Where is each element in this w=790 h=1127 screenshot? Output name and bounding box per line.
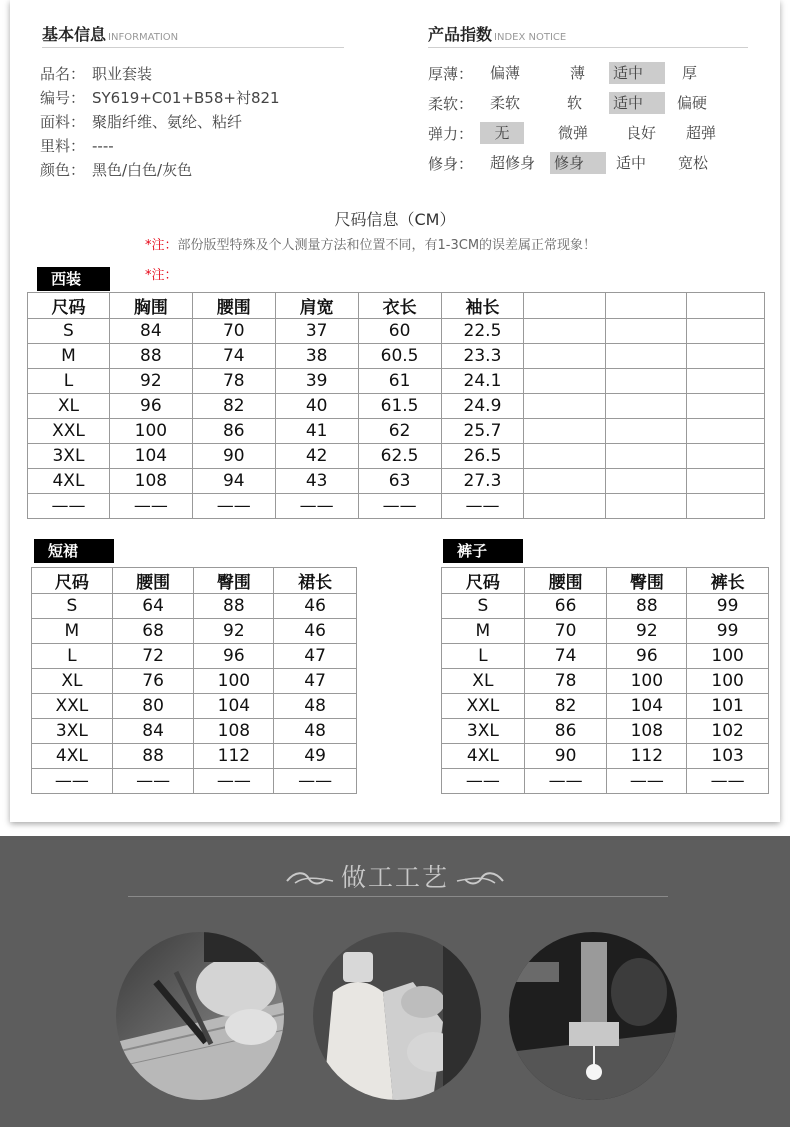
table-cell: 100 xyxy=(109,419,192,444)
table-cell: 86 xyxy=(192,419,275,444)
table-row xyxy=(32,644,357,669)
table-cell: XXL xyxy=(28,419,110,444)
table-cell: XL xyxy=(32,669,113,694)
table-header-cell: 腰围 xyxy=(524,568,607,594)
table-cell: 38 xyxy=(275,344,358,369)
table-row xyxy=(442,769,769,794)
table-cell xyxy=(687,419,765,444)
table-row xyxy=(32,769,357,794)
table-cell: 63 xyxy=(358,469,441,494)
index-row-2 xyxy=(428,122,758,146)
table-cell: 88 xyxy=(607,594,687,619)
table-cell: 61 xyxy=(358,369,441,394)
index-row-3 xyxy=(428,152,758,176)
index-option: 薄 xyxy=(570,64,586,82)
table-cell xyxy=(524,469,606,494)
table-cell: 42 xyxy=(275,444,358,469)
table-cell: 104 xyxy=(194,694,274,719)
left-flourish-icon xyxy=(285,869,335,889)
table-cell: —— xyxy=(194,769,274,794)
index-option: 超修身 xyxy=(490,154,536,172)
table-cell: —— xyxy=(358,494,441,519)
table-cell: 101 xyxy=(687,694,769,719)
basic-info-title: 基本信息 INFORMATION xyxy=(42,25,179,44)
table-header-cell: 袖长 xyxy=(441,293,524,319)
mannequin-fitting-photo xyxy=(313,932,481,1100)
table-cell: 47 xyxy=(274,644,357,669)
table-cell: 70 xyxy=(192,319,275,344)
table-row xyxy=(28,369,765,394)
index-row-label: 修身： xyxy=(428,155,474,173)
table-cell xyxy=(524,444,606,469)
table-row xyxy=(28,444,765,469)
table-cell xyxy=(606,494,687,519)
table-header-cell xyxy=(606,293,687,319)
table-cell: M xyxy=(28,344,110,369)
table-cell: 46 xyxy=(274,594,357,619)
table-row xyxy=(442,719,769,744)
skirt-tag: 短裙 xyxy=(34,539,114,563)
table-cell: 100 xyxy=(194,669,274,694)
table-row xyxy=(442,644,769,669)
index-option: 适中 xyxy=(616,154,647,172)
table-cell: 26.5 xyxy=(441,444,524,469)
table-cell xyxy=(606,419,687,444)
table-cell: —— xyxy=(275,494,358,519)
table-cell: 99 xyxy=(687,619,769,644)
table-row xyxy=(28,419,765,444)
table-cell: 4XL xyxy=(32,744,113,769)
table-cell xyxy=(606,344,687,369)
table-cell: 104 xyxy=(607,694,687,719)
table-cell: 41 xyxy=(275,419,358,444)
table-cell xyxy=(606,469,687,494)
table-cell: 48 xyxy=(274,719,357,744)
table-cell: 88 xyxy=(109,344,192,369)
table-header-cell: 臀围 xyxy=(607,568,687,594)
table-cell xyxy=(606,319,687,344)
table-cell: 100 xyxy=(687,669,769,694)
table-cell: 66 xyxy=(524,594,607,619)
table-cell xyxy=(687,369,765,394)
index-row-label: 厚薄： xyxy=(428,65,474,83)
index-row-0 xyxy=(428,62,758,86)
table-cell: 64 xyxy=(112,594,194,619)
table-cell: 112 xyxy=(607,744,687,769)
table-cell: 78 xyxy=(524,669,607,694)
table-cell: 82 xyxy=(192,394,275,419)
table-cell: L xyxy=(32,644,113,669)
table-cell: 60.5 xyxy=(358,344,441,369)
craft-divider xyxy=(128,896,668,897)
table-cell: 92 xyxy=(194,619,274,644)
table-cell: S xyxy=(28,319,110,344)
table-cell: —— xyxy=(687,769,769,794)
table-cell: 22.5 xyxy=(441,319,524,344)
table-row xyxy=(442,744,769,769)
suit-tag: 西装 xyxy=(37,267,110,291)
table-cell: 100 xyxy=(687,644,769,669)
table-cell xyxy=(524,319,606,344)
table-header-cell: 衣长 xyxy=(358,293,441,319)
table-cell xyxy=(524,369,606,394)
table-header-cell: 胸围 xyxy=(109,293,192,319)
index-row-label: 柔软： xyxy=(428,95,474,113)
sewing-machine-photo xyxy=(509,932,677,1100)
index-option: 宽松 xyxy=(678,154,709,172)
table-cell: 99 xyxy=(687,594,769,619)
table-cell: 23.3 xyxy=(441,344,524,369)
craft-title: 做工工艺 xyxy=(0,858,790,894)
table-header-row xyxy=(32,568,357,594)
table-cell: 108 xyxy=(607,719,687,744)
table-cell: 3XL xyxy=(32,719,113,744)
size-info-title: 尺码信息（CM） xyxy=(334,210,456,229)
table-cell: 3XL xyxy=(442,719,525,744)
table-cell: 60 xyxy=(358,319,441,344)
table-cell xyxy=(687,394,765,419)
index-option-selected: 适中 xyxy=(609,62,665,84)
table-cell: 92 xyxy=(607,619,687,644)
table-cell: 43 xyxy=(275,469,358,494)
table-row xyxy=(442,669,769,694)
table-cell: 86 xyxy=(524,719,607,744)
table-cell: 92 xyxy=(109,369,192,394)
table-cell: —— xyxy=(442,769,525,794)
table-row xyxy=(442,594,769,619)
pants-tag: 裤子 xyxy=(443,539,523,563)
index-option-selected: 无 xyxy=(480,122,524,144)
table-cell: 78 xyxy=(192,369,275,394)
table-cell: —— xyxy=(109,494,192,519)
table-row xyxy=(32,619,357,644)
table-cell: 62 xyxy=(358,419,441,444)
table-cell: 90 xyxy=(192,444,275,469)
table-row xyxy=(32,719,357,744)
table-row xyxy=(32,744,357,769)
table-cell: 103 xyxy=(687,744,769,769)
info-row-fabric: 面料： 聚脂纤维、氨纶、粘纤 xyxy=(40,113,243,131)
info-row-color: 颜色： 黑色/白色/灰色 xyxy=(40,161,193,179)
table-cell xyxy=(524,394,606,419)
table-cell: —— xyxy=(274,769,357,794)
index-option: 柔软 xyxy=(490,94,521,112)
table-row xyxy=(32,594,357,619)
table-cell xyxy=(524,344,606,369)
table-cell: 84 xyxy=(109,319,192,344)
table-cell: —— xyxy=(32,769,113,794)
table-cell: 102 xyxy=(687,719,769,744)
index-option: 厚 xyxy=(682,64,698,82)
table-cell: 104 xyxy=(109,444,192,469)
table-header-cell: 尺码 xyxy=(32,568,113,594)
suit-size-table xyxy=(27,292,765,519)
index-option: 偏硬 xyxy=(677,94,708,112)
table-cell: 96 xyxy=(109,394,192,419)
table-cell xyxy=(524,494,606,519)
table-cell: XXL xyxy=(32,694,113,719)
table-header-cell: 腰围 xyxy=(112,568,194,594)
index-option-selected: 修身 xyxy=(550,152,606,174)
scissors-cutting-fabric-photo xyxy=(116,932,284,1100)
table-cell: 47 xyxy=(274,669,357,694)
table-cell: 112 xyxy=(194,744,274,769)
table-cell xyxy=(687,494,765,519)
table-cell: 100 xyxy=(607,669,687,694)
table-cell: 61.5 xyxy=(358,394,441,419)
table-cell: 24.9 xyxy=(441,394,524,419)
table-cell: 96 xyxy=(607,644,687,669)
table-cell xyxy=(687,444,765,469)
index-option: 良好 xyxy=(626,124,657,142)
table-cell: —— xyxy=(607,769,687,794)
table-row xyxy=(32,669,357,694)
index-option: 软 xyxy=(567,94,583,112)
table-header-cell: 尺码 xyxy=(28,293,110,319)
table-header-cell: 尺码 xyxy=(442,568,525,594)
index-option: 微弹 xyxy=(558,124,589,142)
table-cell: 48 xyxy=(274,694,357,719)
table-row xyxy=(28,469,765,494)
info-row-code: 编号： SY619+C01+B58+衬821 xyxy=(40,89,280,107)
table-cell: 70 xyxy=(524,619,607,644)
product-index-title: 产品指数 INDEX NOTICE xyxy=(428,25,567,44)
table-cell: L xyxy=(28,369,110,394)
table-cell: 25.7 xyxy=(441,419,524,444)
table-cell: 80 xyxy=(112,694,194,719)
table-cell: —— xyxy=(112,769,194,794)
table-cell: L xyxy=(442,644,525,669)
table-cell: —— xyxy=(524,769,607,794)
table-header-row xyxy=(28,293,765,319)
table-cell: 46 xyxy=(274,619,357,644)
table-header-row xyxy=(442,568,769,594)
table-cell: 84 xyxy=(112,719,194,744)
table-cell: 94 xyxy=(192,469,275,494)
table-cell: M xyxy=(32,619,113,644)
info-row-name: 品名： 职业套装 xyxy=(40,65,153,83)
table-cell: 3XL xyxy=(28,444,110,469)
table-cell xyxy=(606,394,687,419)
index-option: 偏薄 xyxy=(490,64,521,82)
pants-size-table xyxy=(441,567,769,794)
table-cell xyxy=(524,419,606,444)
table-cell: 4XL xyxy=(28,469,110,494)
table-row xyxy=(442,694,769,719)
product-index-divider xyxy=(428,47,748,48)
table-cell: XL xyxy=(442,669,525,694)
size-note: *注：部份版型特殊及个人测量方法和位置不同，有1-3CM的误差属正常现象！ xyxy=(145,238,597,253)
table-cell: 74 xyxy=(524,644,607,669)
index-row-label: 弹力： xyxy=(428,125,474,143)
table-cell: —— xyxy=(192,494,275,519)
table-cell: S xyxy=(32,594,113,619)
table-cell: 37 xyxy=(275,319,358,344)
table-row xyxy=(32,694,357,719)
table-cell: —— xyxy=(441,494,524,519)
table-row xyxy=(442,619,769,644)
table-cell: XL xyxy=(28,394,110,419)
right-flourish-icon xyxy=(455,869,505,889)
table-cell: 72 xyxy=(112,644,194,669)
table-cell: M xyxy=(442,619,525,644)
table-row xyxy=(28,344,765,369)
table-cell: 68 xyxy=(112,619,194,644)
table-cell: 74 xyxy=(192,344,275,369)
table-header-cell: 臀围 xyxy=(194,568,274,594)
table-cell: XXL xyxy=(442,694,525,719)
table-header-cell: 裙长 xyxy=(274,568,357,594)
table-cell: 24.1 xyxy=(441,369,524,394)
table-cell: 40 xyxy=(275,394,358,419)
table-header-cell xyxy=(687,293,765,319)
table-cell: 108 xyxy=(109,469,192,494)
basic-info-divider xyxy=(42,47,344,48)
table-cell: 90 xyxy=(524,744,607,769)
table-cell: 49 xyxy=(274,744,357,769)
table-cell xyxy=(687,319,765,344)
table-cell: 82 xyxy=(524,694,607,719)
table-row xyxy=(28,494,765,519)
table-header-cell: 腰围 xyxy=(192,293,275,319)
craft-section xyxy=(0,836,790,1127)
table-cell: 96 xyxy=(194,644,274,669)
size-note-2: *注： xyxy=(145,268,178,283)
info-row-lining: 里料： ---- xyxy=(40,137,114,155)
table-row xyxy=(28,394,765,419)
table-cell: 27.3 xyxy=(441,469,524,494)
skirt-size-table xyxy=(31,567,357,794)
table-cell: S xyxy=(442,594,525,619)
table-cell: 39 xyxy=(275,369,358,394)
table-cell: 76 xyxy=(112,669,194,694)
table-cell xyxy=(606,444,687,469)
table-row xyxy=(28,319,765,344)
table-cell: 88 xyxy=(112,744,194,769)
index-option: 超弹 xyxy=(686,124,717,142)
table-cell: —— xyxy=(28,494,110,519)
table-cell xyxy=(687,469,765,494)
index-row-1 xyxy=(428,92,758,116)
table-header-cell: 肩宽 xyxy=(275,293,358,319)
table-header-cell xyxy=(524,293,606,319)
table-cell xyxy=(687,344,765,369)
table-cell: 108 xyxy=(194,719,274,744)
table-cell: 62.5 xyxy=(358,444,441,469)
table-cell: 4XL xyxy=(442,744,525,769)
table-cell xyxy=(606,369,687,394)
table-cell: 88 xyxy=(194,594,274,619)
table-header-cell: 裤长 xyxy=(687,568,769,594)
index-option-selected: 适中 xyxy=(609,92,665,114)
